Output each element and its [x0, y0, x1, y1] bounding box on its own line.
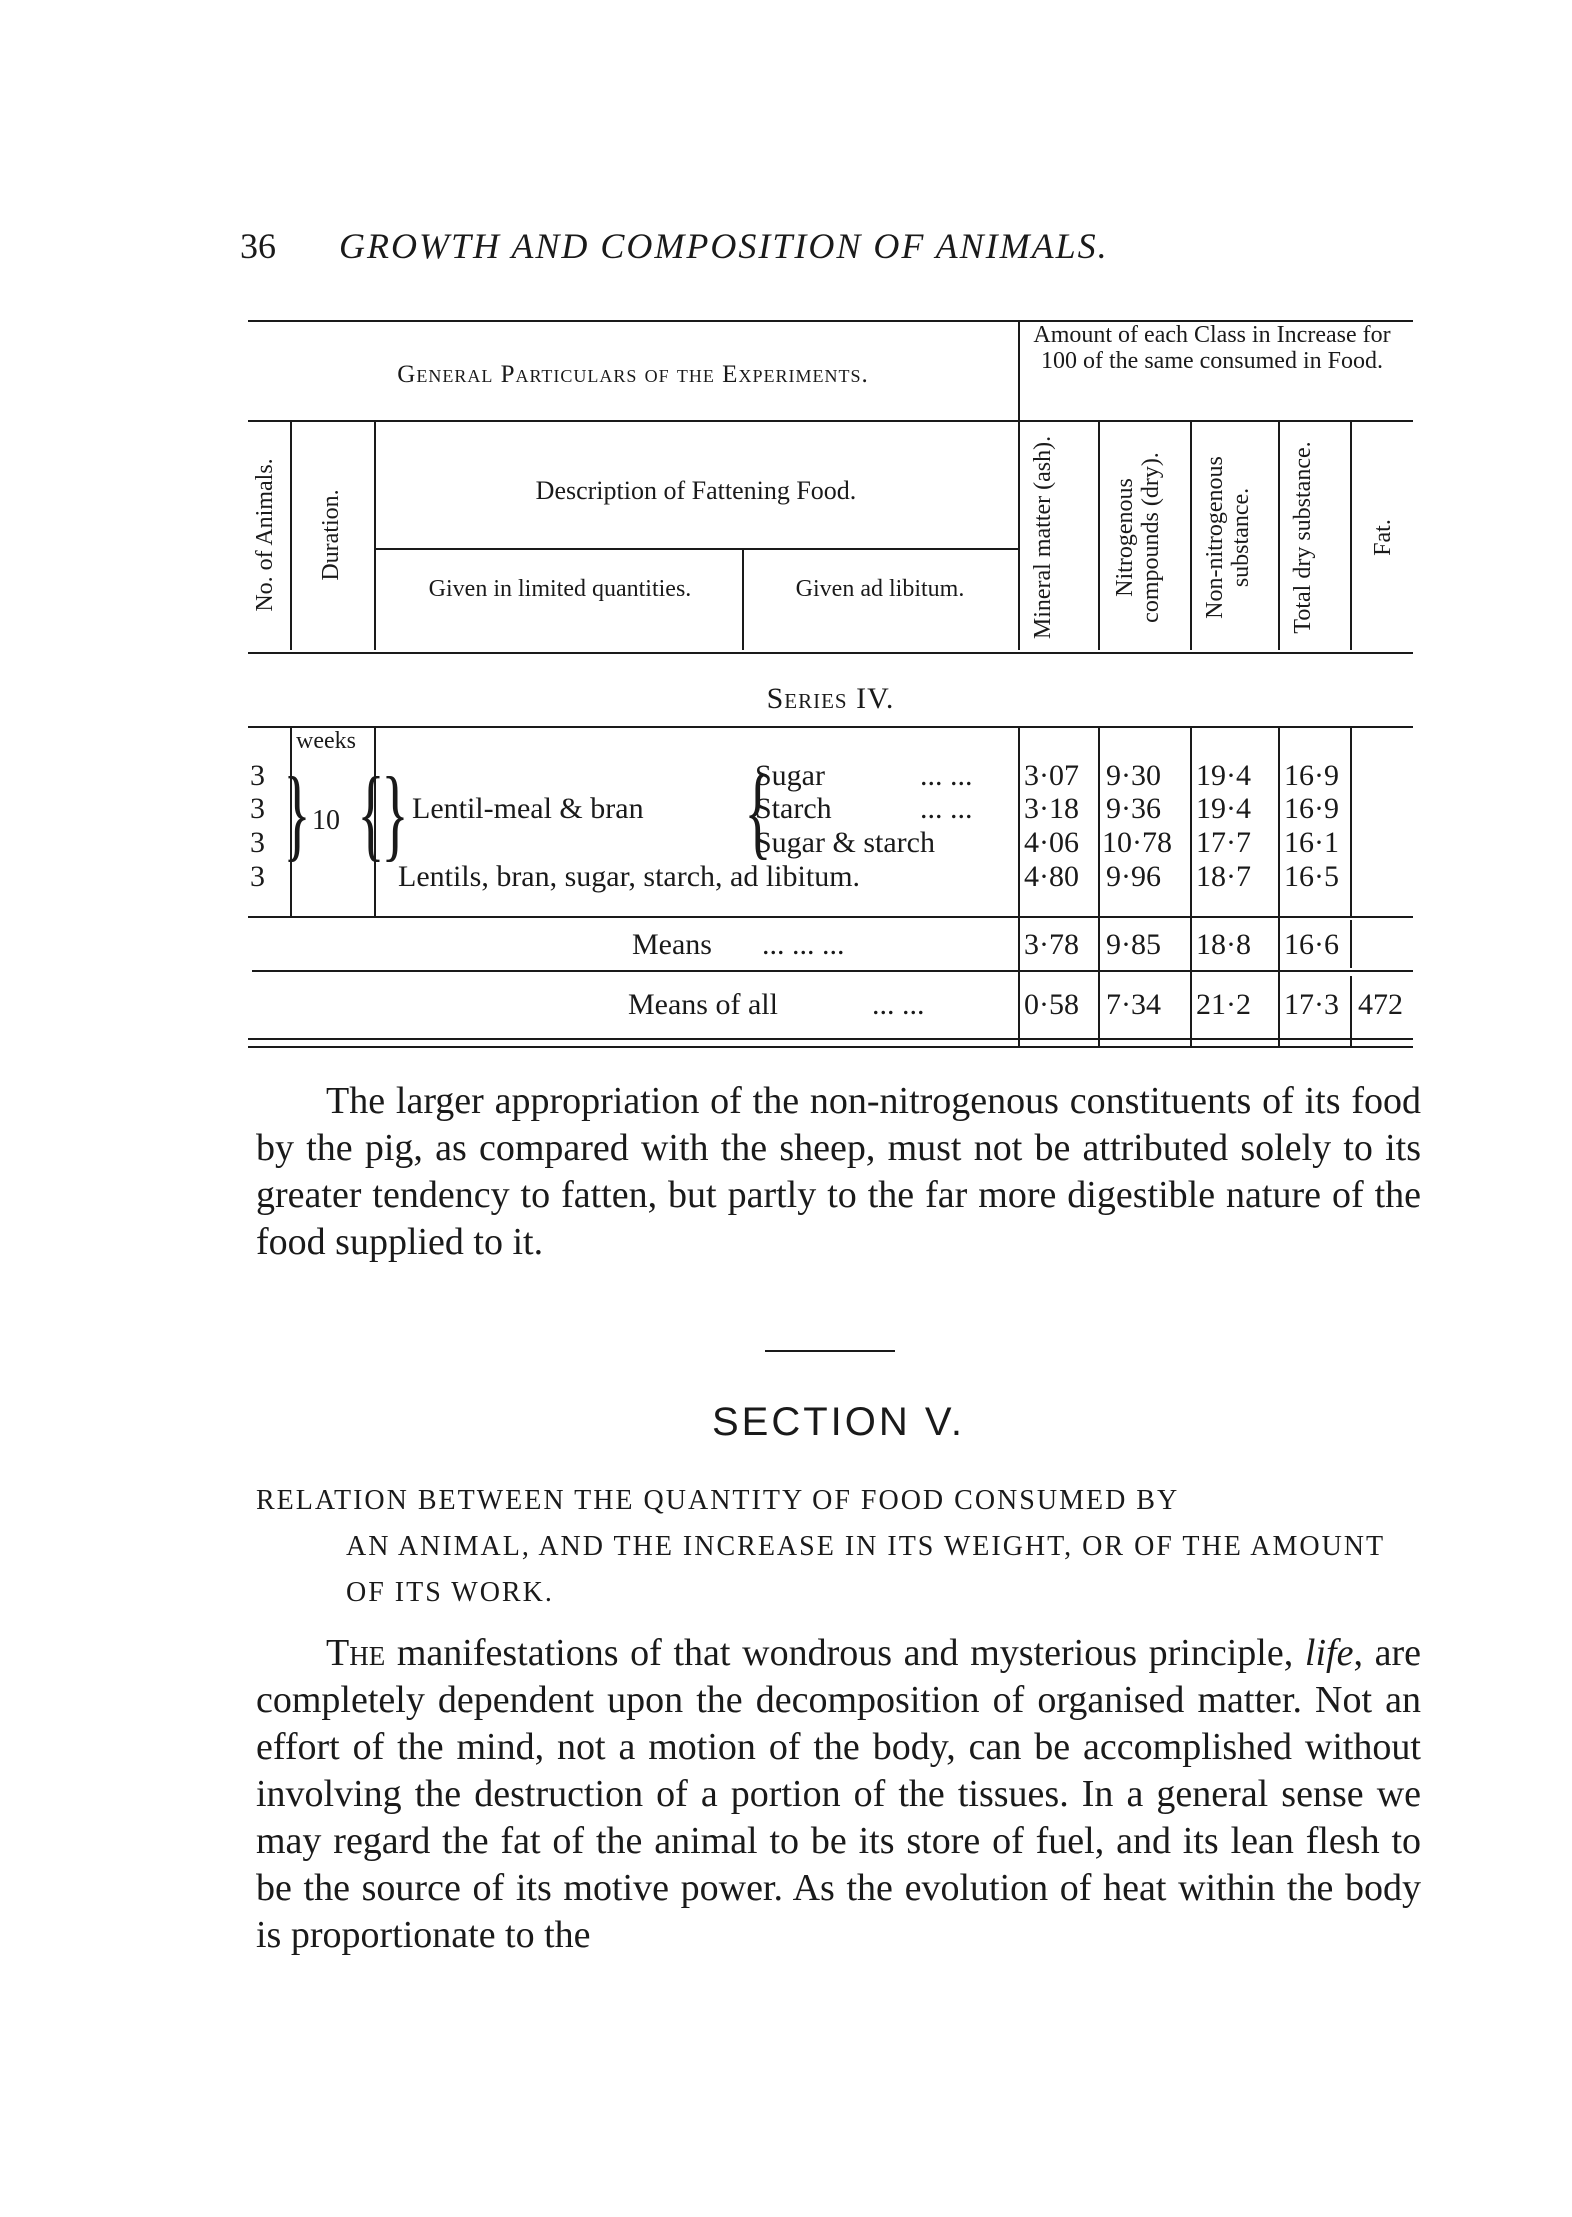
- section-subtitle: [256, 1478, 1421, 1616]
- duration-brace: {: [357, 756, 385, 871]
- leader-dots: ... ...: [920, 759, 973, 792]
- col-divider-mineral: [1018, 420, 1020, 650]
- total-dry-header: Total dry substance.: [1290, 441, 1316, 634]
- col-divider-animals: [290, 420, 292, 650]
- fat-header: Fat.: [1370, 519, 1396, 556]
- body-divider-nonnitro: [1190, 726, 1192, 1046]
- col-divider-nitro: [1098, 420, 1100, 650]
- mineral-cell: 4·06: [1024, 826, 1079, 859]
- nonnitro-cell: 19·4: [1196, 759, 1251, 792]
- paragraph-text: , are completely dependent upon the decomposition of organised matter. Not an effort of the mind, not a motion of the body, can be accomplished without involving the destruction of a portion of the tissues. In a general sense we may regard the fat of the animal to be its store of fuel, and its lean flesh to be the source of its motive power. As the evolution of heat within the body is proportionate to the: [256, 1632, 1421, 1956]
- duration-value: 10: [312, 805, 340, 836]
- mineral-cell: 4·80: [1024, 860, 1079, 893]
- limited-cell: Lentil-meal & bran: [412, 792, 644, 825]
- limited-brace: }: [381, 756, 409, 871]
- table-bottom-rule-2: [248, 1046, 1413, 1048]
- animals-header: No. of Animals.: [252, 458, 278, 612]
- animals-cell: 3: [250, 826, 265, 859]
- means-fat-divider: [1350, 920, 1352, 968]
- total-cell: 16·9: [1284, 759, 1339, 792]
- nitro-cell: 9·30: [1106, 759, 1161, 792]
- mineral-cell: 0·58: [1024, 988, 1079, 1021]
- means-label: Means: [632, 928, 712, 961]
- paragraph: The larger appropriation of the non-nitrogenous constituents of its food by the pig, as compared with the sheep, must not be attributed solely to its greater tendency to fatten, but partly to the far more digestible nature of the food supplied to it.: [256, 1080, 1421, 1263]
- means-all-label: Means of all: [628, 988, 778, 1021]
- series-label: Series IV.: [766, 682, 895, 715]
- mineral-cell: 3·18: [1024, 792, 1079, 825]
- total-cell: 16·6: [1284, 928, 1339, 961]
- section-divider: [765, 1350, 895, 1352]
- animals-cell: 3: [250, 792, 265, 825]
- non-nitrogenous-header: Non-nitrogenous substance.: [1202, 456, 1254, 619]
- limited-cell: Lentils, bran, sugar, starch, ad libitum.: [398, 860, 861, 893]
- running-head: [240, 225, 1420, 267]
- leader-dots: ... ...: [872, 988, 925, 1021]
- nitrogenous-header: Nitrogenous compounds (dry).: [1112, 452, 1164, 623]
- page-number: 36: [240, 226, 276, 266]
- total-cell: 16·9: [1284, 792, 1339, 825]
- header-bottom-rule: [248, 652, 1413, 654]
- animals-brace: }: [283, 756, 311, 871]
- given-limited-header: Given in limited quantities.: [428, 576, 692, 602]
- nonnitro-cell: 19·4: [1196, 792, 1251, 825]
- total-cell: 16·1: [1284, 826, 1339, 859]
- series-rule: [248, 726, 1413, 728]
- body-divider-mineral: [1018, 726, 1020, 1046]
- body-divider-nitro: [1098, 726, 1100, 1046]
- animals-cell: 3: [250, 860, 265, 893]
- mineral-header: Mineral matter (ash).: [1030, 435, 1056, 640]
- col-divider-total: [1278, 420, 1280, 650]
- description-subrule: [374, 548, 1018, 550]
- given-adlib-header: Given ad libitum.: [795, 576, 965, 602]
- section-subtitle-rest: AN ANIMAL, AND THE INCREASE IN ITS WEIGHT, OR OF THE AMOUNT OF ITS WORK.: [346, 1531, 1385, 1608]
- header-mid-rule: [248, 420, 1413, 422]
- leader-dots: ... ...: [920, 792, 973, 825]
- nitro-cell: 9·96: [1106, 860, 1161, 893]
- total-cell: 16·5: [1284, 860, 1339, 893]
- nitro-cell: 10·78: [1102, 826, 1172, 859]
- body-divider-fat: [1350, 726, 1352, 916]
- adlib-brace: {: [744, 754, 772, 869]
- animals-cell: 3: [250, 759, 265, 792]
- section-title: SECTION V.: [711, 1400, 966, 1444]
- paragraph-text: manifestations of that wondrous and mysterious principle,: [385, 1632, 1305, 1674]
- nitro-cell: 9·36: [1106, 792, 1161, 825]
- paragraph: [256, 1630, 1421, 1959]
- description-header: Description of Fattening Food.: [535, 476, 857, 505]
- nitro-cell: 7·34: [1106, 988, 1161, 1021]
- duration-header: Duration.: [318, 489, 344, 581]
- nonnitro-cell: 18·7: [1196, 860, 1251, 893]
- col-divider-duration: [374, 420, 376, 650]
- nonnitro-cell: 17·7: [1196, 826, 1251, 859]
- mineral-cell: 3·78: [1024, 928, 1079, 961]
- section-subtitle-line1: RELATION BETWEEN THE QUANTITY OF FOOD CONSUMED BY: [256, 1485, 1180, 1516]
- col-divider-fat: [1350, 420, 1352, 650]
- amount-header: Amount of each Class in Increase for 100 of the same consumed in Food.: [1033, 322, 1391, 374]
- adlib-cell: Sugar: [755, 759, 825, 792]
- adlib-cell: Sugar & starch: [755, 826, 935, 859]
- given-divider: [742, 548, 744, 650]
- fat-cell: 472: [1358, 988, 1403, 1021]
- adlib-cell: Starch: [755, 792, 832, 825]
- leader-dots: ... ... ...: [762, 928, 845, 961]
- means-bottom-rule: [252, 970, 1413, 972]
- body-divider-total: [1278, 726, 1280, 1046]
- nonnitro-cell: 21·2: [1196, 988, 1251, 1021]
- total-cell: 17·3: [1284, 988, 1339, 1021]
- nitro-cell: 9·85: [1106, 928, 1161, 961]
- italic-word: life: [1304, 1632, 1354, 1674]
- amount-header-divider: [1018, 320, 1020, 420]
- running-title: GROWTH AND COMPOSITION OF ANIMALS.: [339, 226, 1109, 266]
- lead-word: The: [326, 1632, 386, 1674]
- nonnitro-cell: 18·8: [1196, 928, 1251, 961]
- table-bottom-rule-1: [248, 1038, 1413, 1040]
- col-divider-nonnitro: [1190, 420, 1192, 650]
- weeks-label: weeks: [296, 728, 356, 754]
- means-all-fat-divider: [1350, 976, 1352, 1046]
- general-particulars-header: General Particulars of the Experiments.: [397, 361, 869, 388]
- mineral-cell: 3·07: [1024, 759, 1079, 792]
- rows-bottom-rule: [248, 916, 1413, 918]
